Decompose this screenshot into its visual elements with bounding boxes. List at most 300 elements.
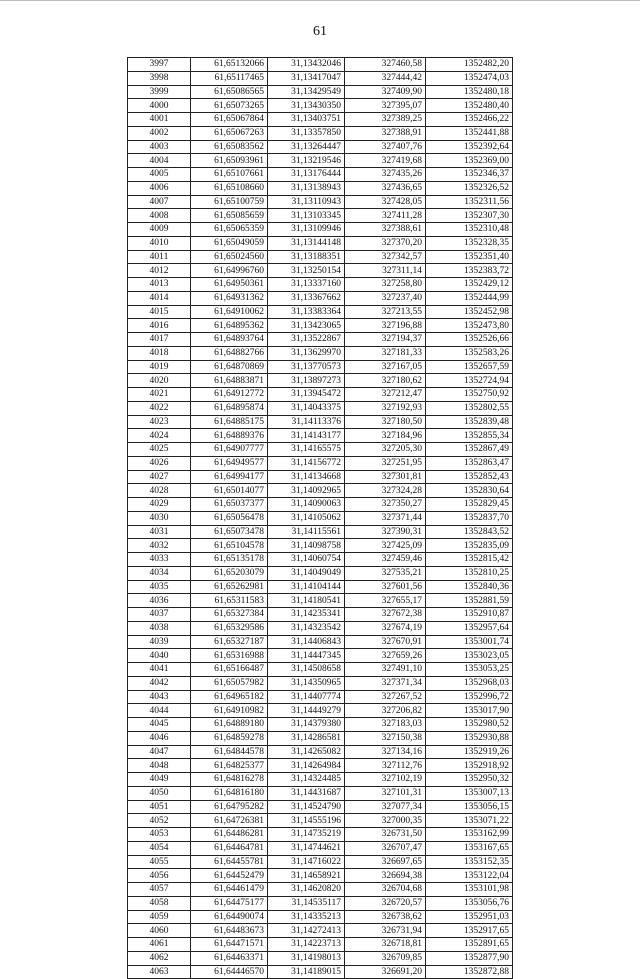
longitude-cell: 31,13945472	[268, 388, 345, 402]
x-coordinate-cell: 327670,91	[345, 635, 426, 649]
y-coordinate-cell: 1352466,22	[426, 113, 513, 127]
latitude-cell: 61,64455781	[191, 855, 268, 869]
y-coordinate-cell: 1353007,13	[426, 786, 513, 800]
table-row	[128, 608, 513, 622]
y-coordinate-cell: 1352957,64	[426, 621, 513, 635]
y-coordinate-cell: 1353152,35	[426, 855, 513, 869]
point-number-cell: 4017	[128, 333, 191, 347]
x-coordinate-cell: 326731,94	[345, 924, 426, 938]
y-coordinate-cell: 1352310,48	[426, 223, 513, 237]
table-row	[128, 896, 513, 910]
table-row	[128, 525, 513, 539]
x-coordinate-cell: 327371,34	[345, 676, 426, 690]
x-coordinate-cell: 327436,65	[345, 181, 426, 195]
longitude-cell: 31,14323542	[268, 621, 345, 635]
x-coordinate-cell: 327212,47	[345, 388, 426, 402]
point-number-cell: 4007	[128, 195, 191, 209]
point-number-cell: 4031	[128, 525, 191, 539]
table-row	[128, 539, 513, 553]
x-coordinate-cell: 327370,20	[345, 236, 426, 250]
x-coordinate-cell: 327371,44	[345, 511, 426, 525]
longitude-cell: 31,14180541	[268, 594, 345, 608]
point-number-cell: 4023	[128, 415, 191, 429]
table-row	[128, 168, 513, 182]
latitude-cell: 61,65057982	[191, 676, 268, 690]
latitude-cell: 61,64885175	[191, 415, 268, 429]
latitude-cell: 61,64996760	[191, 264, 268, 278]
longitude-cell: 31,14716022	[268, 855, 345, 869]
longitude-cell: 31,13403751	[268, 113, 345, 127]
x-coordinate-cell: 327324,28	[345, 484, 426, 498]
longitude-cell: 31,13629970	[268, 346, 345, 360]
longitude-cell: 31,13109946	[268, 223, 345, 237]
longitude-cell: 31,14143177	[268, 429, 345, 443]
longitude-cell: 31,13337160	[268, 278, 345, 292]
x-coordinate-cell: 327425,09	[345, 539, 426, 553]
latitude-cell: 61,64994177	[191, 470, 268, 484]
x-coordinate-cell: 327389,25	[345, 113, 426, 127]
point-number-cell: 4046	[128, 731, 191, 745]
scan-edge-line	[0, 0, 640, 1]
y-coordinate-cell: 1352996,72	[426, 690, 513, 704]
x-coordinate-cell: 327435,26	[345, 168, 426, 182]
x-coordinate-cell: 327444,42	[345, 71, 426, 85]
longitude-cell: 31,14189015	[268, 965, 345, 979]
longitude-cell: 31,14264984	[268, 759, 345, 773]
y-coordinate-cell: 1352429,12	[426, 278, 513, 292]
latitude-cell: 61,64870869	[191, 360, 268, 374]
x-coordinate-cell: 327428,05	[345, 195, 426, 209]
point-number-cell: 4034	[128, 566, 191, 580]
latitude-cell: 61,64483673	[191, 924, 268, 938]
point-number-cell: 4012	[128, 264, 191, 278]
longitude-cell: 31,14620820	[268, 883, 345, 897]
longitude-cell: 31,13264447	[268, 140, 345, 154]
x-coordinate-cell: 327213,55	[345, 305, 426, 319]
latitude-cell: 61,64464781	[191, 841, 268, 855]
longitude-cell: 31,14407774	[268, 690, 345, 704]
x-coordinate-cell: 327251,95	[345, 456, 426, 470]
latitude-cell: 61,65067864	[191, 113, 268, 127]
y-coordinate-cell: 1352852,43	[426, 470, 513, 484]
table-row	[128, 58, 513, 72]
x-coordinate-cell: 327659,26	[345, 649, 426, 663]
longitude-cell: 31,13138943	[268, 181, 345, 195]
latitude-cell: 61,64949577	[191, 456, 268, 470]
latitude-cell: 61,64816180	[191, 786, 268, 800]
table-row	[128, 374, 513, 388]
y-coordinate-cell: 1352830,64	[426, 484, 513, 498]
table-row	[128, 828, 513, 842]
longitude-cell: 31,14447345	[268, 649, 345, 663]
latitude-cell: 61,64907777	[191, 443, 268, 457]
longitude-cell: 31,14156772	[268, 456, 345, 470]
longitude-cell: 31,14524790	[268, 800, 345, 814]
table-row	[128, 85, 513, 99]
point-number-cell: 4030	[128, 511, 191, 525]
latitude-cell: 61,64475177	[191, 896, 268, 910]
point-number-cell: 4008	[128, 209, 191, 223]
latitude-cell: 61,65327384	[191, 608, 268, 622]
x-coordinate-cell: 327411,28	[345, 209, 426, 223]
longitude-cell: 31,13188351	[268, 250, 345, 264]
y-coordinate-cell: 1352328,35	[426, 236, 513, 250]
table-row	[128, 154, 513, 168]
point-number-cell: 4028	[128, 484, 191, 498]
latitude-cell: 61,65037377	[191, 498, 268, 512]
latitude-cell: 61,65067263	[191, 126, 268, 140]
longitude-cell: 31,14286581	[268, 731, 345, 745]
x-coordinate-cell: 327180,50	[345, 415, 426, 429]
point-number-cell: 4061	[128, 938, 191, 952]
table-row	[128, 99, 513, 113]
point-number-cell: 4002	[128, 126, 191, 140]
y-coordinate-cell: 1352829,45	[426, 498, 513, 512]
point-number-cell: 4063	[128, 965, 191, 979]
table-row	[128, 346, 513, 360]
y-coordinate-cell: 1352950,32	[426, 773, 513, 787]
longitude-cell: 31,13176444	[268, 168, 345, 182]
point-number-cell: 4010	[128, 236, 191, 250]
point-number-cell: 4001	[128, 113, 191, 127]
y-coordinate-cell: 1352863,47	[426, 456, 513, 470]
longitude-cell: 31,13423065	[268, 319, 345, 333]
point-number-cell: 4053	[128, 828, 191, 842]
table-row	[128, 415, 513, 429]
point-number-cell: 4058	[128, 896, 191, 910]
latitude-cell: 61,64910062	[191, 305, 268, 319]
longitude-cell: 31,14134668	[268, 470, 345, 484]
y-coordinate-cell: 1352441,88	[426, 126, 513, 140]
x-coordinate-cell: 326694,38	[345, 869, 426, 883]
table-row	[128, 181, 513, 195]
latitude-cell: 61,64912772	[191, 388, 268, 402]
longitude-cell: 31,14098758	[268, 539, 345, 553]
point-number-cell: 4006	[128, 181, 191, 195]
y-coordinate-cell: 1352526,66	[426, 333, 513, 347]
table-row	[128, 704, 513, 718]
y-coordinate-cell: 1352835,09	[426, 539, 513, 553]
y-coordinate-cell: 1353101,98	[426, 883, 513, 897]
point-number-cell: 3999	[128, 85, 191, 99]
longitude-cell: 31,13429549	[268, 85, 345, 99]
x-coordinate-cell: 327601,56	[345, 580, 426, 594]
table-row	[128, 511, 513, 525]
x-coordinate-cell: 327419,68	[345, 154, 426, 168]
x-coordinate-cell: 327205,30	[345, 443, 426, 457]
point-number-cell: 4062	[128, 951, 191, 965]
x-coordinate-cell: 327459,46	[345, 553, 426, 567]
table-row	[128, 305, 513, 319]
latitude-cell: 61,65056478	[191, 511, 268, 525]
y-coordinate-cell: 1352444,99	[426, 291, 513, 305]
x-coordinate-cell: 327180,62	[345, 374, 426, 388]
x-coordinate-cell: 327183,03	[345, 718, 426, 732]
y-coordinate-cell: 1352802,55	[426, 401, 513, 415]
latitude-cell: 61,65117465	[191, 71, 268, 85]
longitude-cell: 31,14508658	[268, 663, 345, 677]
latitude-cell: 61,64795282	[191, 800, 268, 814]
table-row	[128, 566, 513, 580]
point-number-cell: 4021	[128, 388, 191, 402]
latitude-cell: 61,64895874	[191, 401, 268, 415]
table-row	[128, 71, 513, 85]
table-row	[128, 360, 513, 374]
longitude-cell: 31,14449279	[268, 704, 345, 718]
x-coordinate-cell: 326697,65	[345, 855, 426, 869]
y-coordinate-cell: 1352951,03	[426, 910, 513, 924]
point-number-cell: 4042	[128, 676, 191, 690]
latitude-cell: 61,65014077	[191, 484, 268, 498]
x-coordinate-cell: 327192,93	[345, 401, 426, 415]
x-coordinate-cell: 327674,19	[345, 621, 426, 635]
y-coordinate-cell: 1352815,42	[426, 553, 513, 567]
x-coordinate-cell: 326691,20	[345, 965, 426, 979]
point-number-cell: 4057	[128, 883, 191, 897]
y-coordinate-cell: 1353053,25	[426, 663, 513, 677]
table-row	[128, 126, 513, 140]
y-coordinate-cell: 1352980,52	[426, 718, 513, 732]
point-number-cell: 4047	[128, 745, 191, 759]
x-coordinate-cell: 327150,38	[345, 731, 426, 745]
table-row	[128, 869, 513, 883]
table-row	[128, 209, 513, 223]
table-row	[128, 924, 513, 938]
point-number-cell: 4032	[128, 539, 191, 553]
point-number-cell: 4004	[128, 154, 191, 168]
longitude-cell: 31,14060754	[268, 553, 345, 567]
x-coordinate-cell: 326731,50	[345, 828, 426, 842]
longitude-cell: 31,14379380	[268, 718, 345, 732]
y-coordinate-cell: 1352968,03	[426, 676, 513, 690]
longitude-cell: 31,14350965	[268, 676, 345, 690]
table-row	[128, 759, 513, 773]
longitude-cell: 31,13103345	[268, 209, 345, 223]
y-coordinate-cell: 1352583,26	[426, 346, 513, 360]
table-row	[128, 635, 513, 649]
x-coordinate-cell: 327267,52	[345, 690, 426, 704]
x-coordinate-cell: 327101,31	[345, 786, 426, 800]
longitude-cell: 31,14104144	[268, 580, 345, 594]
latitude-cell: 61,64452479	[191, 869, 268, 883]
x-coordinate-cell: 326707,47	[345, 841, 426, 855]
point-number-cell: 4035	[128, 580, 191, 594]
y-coordinate-cell: 1352918,92	[426, 759, 513, 773]
latitude-cell: 61,65083562	[191, 140, 268, 154]
x-coordinate-cell: 327535,21	[345, 566, 426, 580]
x-coordinate-cell: 327388,91	[345, 126, 426, 140]
table-row	[128, 553, 513, 567]
table-row	[128, 278, 513, 292]
longitude-cell: 31,13383364	[268, 305, 345, 319]
latitude-cell: 61,65049059	[191, 236, 268, 250]
y-coordinate-cell: 1353162,99	[426, 828, 513, 842]
y-coordinate-cell: 1352326,52	[426, 181, 513, 195]
table-row	[128, 250, 513, 264]
latitude-cell: 61,64889376	[191, 429, 268, 443]
y-coordinate-cell: 1352480,18	[426, 85, 513, 99]
longitude-cell: 31,14090063	[268, 498, 345, 512]
y-coordinate-cell: 1352473,80	[426, 319, 513, 333]
table-row	[128, 456, 513, 470]
x-coordinate-cell: 327390,31	[345, 525, 426, 539]
point-number-cell: 4044	[128, 704, 191, 718]
y-coordinate-cell: 1353122,04	[426, 869, 513, 883]
x-coordinate-cell: 327342,57	[345, 250, 426, 264]
point-number-cell: 4055	[128, 855, 191, 869]
point-number-cell: 3998	[128, 71, 191, 85]
point-number-cell: 4060	[128, 924, 191, 938]
y-coordinate-cell: 1353056,76	[426, 896, 513, 910]
x-coordinate-cell: 327184,96	[345, 429, 426, 443]
table-row	[128, 800, 513, 814]
longitude-cell: 31,14235341	[268, 608, 345, 622]
latitude-cell: 61,64490074	[191, 910, 268, 924]
table-row	[128, 291, 513, 305]
table-row	[128, 663, 513, 677]
table-row	[128, 649, 513, 663]
longitude-cell: 31,14272413	[268, 924, 345, 938]
y-coordinate-cell: 1352810,25	[426, 566, 513, 580]
latitude-cell: 61,64486281	[191, 828, 268, 842]
longitude-cell: 31,14431687	[268, 786, 345, 800]
longitude-cell: 31,13522867	[268, 333, 345, 347]
longitude-cell: 31,14735219	[268, 828, 345, 842]
x-coordinate-cell: 327102,19	[345, 773, 426, 787]
point-number-cell: 4005	[128, 168, 191, 182]
point-number-cell: 4013	[128, 278, 191, 292]
point-number-cell: 4020	[128, 374, 191, 388]
point-number-cell: 4029	[128, 498, 191, 512]
point-number-cell: 4003	[128, 140, 191, 154]
x-coordinate-cell: 327194,37	[345, 333, 426, 347]
x-coordinate-cell: 327460,58	[345, 58, 426, 72]
y-coordinate-cell: 1352346,37	[426, 168, 513, 182]
table-row	[128, 773, 513, 787]
longitude-cell: 31,13770573	[268, 360, 345, 374]
coordinates-table-body	[128, 58, 513, 979]
point-number-cell: 4049	[128, 773, 191, 787]
point-number-cell: 4043	[128, 690, 191, 704]
latitude-cell: 61,64726381	[191, 814, 268, 828]
x-coordinate-cell: 327491,10	[345, 663, 426, 677]
x-coordinate-cell: 327407,76	[345, 140, 426, 154]
point-number-cell: 4056	[128, 869, 191, 883]
latitude-cell: 61,64893764	[191, 333, 268, 347]
table-row	[128, 690, 513, 704]
latitude-cell: 61,64895362	[191, 319, 268, 333]
table-row	[128, 113, 513, 127]
x-coordinate-cell: 327258,80	[345, 278, 426, 292]
point-number-cell: 4000	[128, 99, 191, 113]
point-number-cell: 4045	[128, 718, 191, 732]
latitude-cell: 61,65065359	[191, 223, 268, 237]
x-coordinate-cell: 327388,61	[345, 223, 426, 237]
table-row	[128, 223, 513, 237]
y-coordinate-cell: 1352839,48	[426, 415, 513, 429]
longitude-cell: 31,13110943	[268, 195, 345, 209]
table-row	[128, 965, 513, 979]
latitude-cell: 61,64446570	[191, 965, 268, 979]
table-row	[128, 333, 513, 347]
longitude-cell: 31,13219546	[268, 154, 345, 168]
coordinates-table	[127, 57, 513, 979]
x-coordinate-cell: 327301,81	[345, 470, 426, 484]
table-row	[128, 580, 513, 594]
latitude-cell: 61,65108660	[191, 181, 268, 195]
longitude-cell: 31,13897273	[268, 374, 345, 388]
point-number-cell: 4059	[128, 910, 191, 924]
longitude-cell: 31,14265082	[268, 745, 345, 759]
y-coordinate-cell: 1352311,56	[426, 195, 513, 209]
y-coordinate-cell: 1353071,22	[426, 814, 513, 828]
point-number-cell: 4022	[128, 401, 191, 415]
latitude-cell: 61,65100759	[191, 195, 268, 209]
y-coordinate-cell: 1352307,30	[426, 209, 513, 223]
latitude-cell: 61,64816278	[191, 773, 268, 787]
point-number-cell: 4036	[128, 594, 191, 608]
longitude-cell: 31,13367662	[268, 291, 345, 305]
y-coordinate-cell: 1353056,15	[426, 800, 513, 814]
latitude-cell: 61,64889180	[191, 718, 268, 732]
x-coordinate-cell: 327672,38	[345, 608, 426, 622]
latitude-cell: 61,65104578	[191, 539, 268, 553]
point-number-cell: 4018	[128, 346, 191, 360]
y-coordinate-cell: 1352877,90	[426, 951, 513, 965]
table-row	[128, 264, 513, 278]
table-row	[128, 594, 513, 608]
latitude-cell: 61,64965182	[191, 690, 268, 704]
latitude-cell: 61,65327187	[191, 635, 268, 649]
longitude-cell: 31,14165575	[268, 443, 345, 457]
table-row	[128, 841, 513, 855]
latitude-cell: 61,64825377	[191, 759, 268, 773]
x-coordinate-cell: 327181,33	[345, 346, 426, 360]
point-number-cell: 4050	[128, 786, 191, 800]
latitude-cell: 61,65085659	[191, 209, 268, 223]
x-coordinate-cell: 327196,88	[345, 319, 426, 333]
x-coordinate-cell: 327350,27	[345, 498, 426, 512]
y-coordinate-cell: 1352383,72	[426, 264, 513, 278]
point-number-cell: 4024	[128, 429, 191, 443]
point-number-cell: 4009	[128, 223, 191, 237]
table-row	[128, 745, 513, 759]
latitude-cell: 61,65086565	[191, 85, 268, 99]
point-number-cell: 4011	[128, 250, 191, 264]
latitude-cell: 61,65316988	[191, 649, 268, 663]
longitude-cell: 31,14744621	[268, 841, 345, 855]
point-number-cell: 4051	[128, 800, 191, 814]
latitude-cell: 61,65311583	[191, 594, 268, 608]
latitude-cell: 61,65135178	[191, 553, 268, 567]
table-row	[128, 388, 513, 402]
table-row	[128, 731, 513, 745]
table-row	[128, 676, 513, 690]
y-coordinate-cell: 1352855,34	[426, 429, 513, 443]
x-coordinate-cell: 326738,62	[345, 910, 426, 924]
table-row	[128, 484, 513, 498]
table-row	[128, 855, 513, 869]
longitude-cell: 31,14335213	[268, 910, 345, 924]
y-coordinate-cell: 1352369,00	[426, 154, 513, 168]
x-coordinate-cell: 327655,17	[345, 594, 426, 608]
y-coordinate-cell: 1353023,05	[426, 649, 513, 663]
y-coordinate-cell: 1352917,65	[426, 924, 513, 938]
latitude-cell: 61,64461479	[191, 883, 268, 897]
latitude-cell: 61,65166487	[191, 663, 268, 677]
latitude-cell: 61,65073478	[191, 525, 268, 539]
point-number-cell: 4015	[128, 305, 191, 319]
